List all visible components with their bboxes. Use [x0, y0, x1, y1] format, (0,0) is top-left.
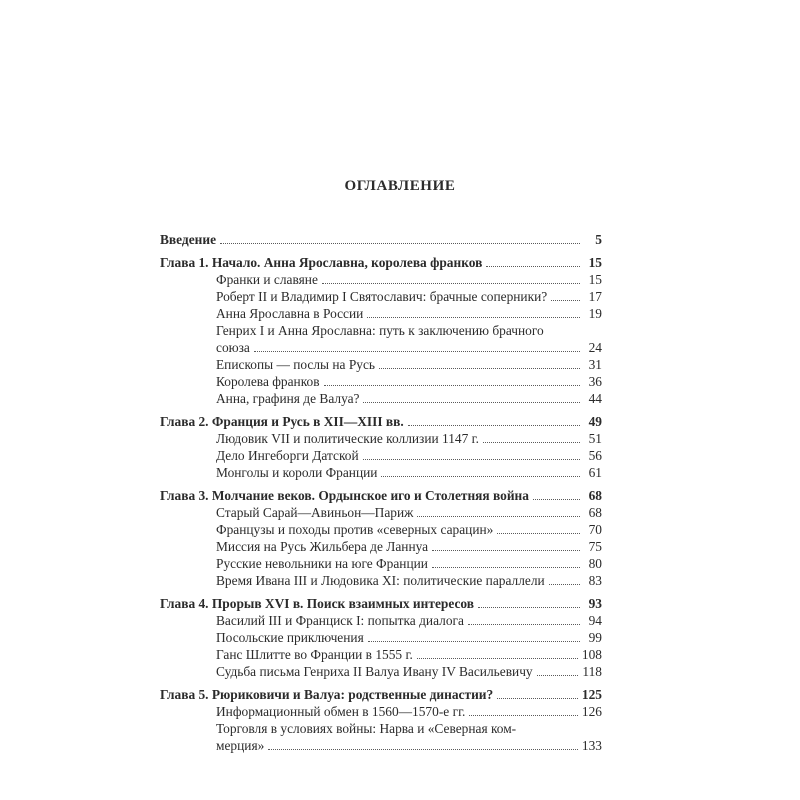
toc-entry-text: Миссия на Русь Жильбера де Ланнуа — [216, 539, 429, 554]
toc-section-entry — [160, 464, 602, 481]
dot-leader — [483, 442, 580, 443]
toc-entry-text: Франки и славяне — [216, 272, 318, 287]
dot-leader — [533, 499, 580, 500]
toc-entry-text: Глава 4. Прорыв XVI в. Поиск взаимных интересов — [160, 596, 474, 611]
toc-page-number: 44 — [588, 391, 602, 406]
toc-entry-text: Глава 5. Рюриковичи и Валуа: родственные династии? — [160, 687, 494, 702]
toc-entry-text: Анна Ярославна в России — [216, 306, 364, 321]
dot-leader — [417, 658, 578, 659]
toc-page-number: 125 — [581, 687, 602, 702]
toc-section-entry — [160, 646, 602, 663]
toc-entry-text: союза — [216, 340, 250, 355]
dot-leader — [497, 698, 578, 699]
dot-leader — [486, 266, 580, 267]
toc-page-number: 75 — [588, 539, 602, 554]
toc-page-number: 133 — [581, 738, 602, 753]
toc-section-entry — [160, 555, 602, 572]
toc-entry-text: Ганс Шлитте во Франции в 1555 г. — [216, 647, 413, 662]
toc-page-number: 24 — [588, 340, 602, 355]
toc-page-number: 99 — [588, 630, 602, 645]
toc-entry-text: Анна, графиня де Валуа? — [216, 391, 360, 406]
dot-leader — [363, 402, 580, 403]
toc-entry-text: Глава 3. Молчание веков. Ордынское иго и Столетняя война — [160, 488, 529, 503]
dot-leader — [549, 584, 580, 585]
toc-page-number: 118 — [582, 664, 602, 679]
toc-page-number: 83 — [588, 573, 602, 588]
toc-page-number: 61 — [588, 465, 602, 480]
toc-page-number: 68 — [588, 505, 602, 520]
dot-leader — [322, 283, 580, 284]
toc-section-entry — [160, 629, 602, 646]
toc-section-entry — [160, 538, 602, 555]
toc-section-entry — [160, 521, 602, 538]
dot-leader — [478, 607, 580, 608]
toc-entry-text: Старый Сарай—Авиньон—Париж — [216, 505, 414, 520]
toc-chapter-entry — [160, 254, 602, 271]
toc-entry-text: Информационный обмен в 1560—1570-е гг. — [216, 704, 466, 719]
toc-page-number: 51 — [588, 431, 602, 446]
toc-entry-text: Василий III и Франциск I: попытка диалога — [216, 613, 464, 628]
toc-entry-text: Время Ивана III и Людовика XI: политические параллели — [216, 573, 545, 588]
toc-page-number: 94 — [588, 613, 602, 628]
toc-page-number: 17 — [588, 289, 602, 304]
toc-section-entry — [160, 356, 602, 373]
toc-page-number: 5 — [595, 232, 602, 247]
toc-page-number: 68 — [588, 488, 602, 503]
toc-page-number: 31 — [588, 357, 602, 372]
dot-leader — [432, 567, 580, 568]
toc-entry-text: Роберт II и Владимир I Святославич: брачные соперники? — [216, 289, 548, 304]
toc-section-entry — [160, 305, 602, 322]
toc-section-entry — [160, 271, 602, 288]
toc-chapter-entry — [160, 595, 602, 612]
dot-leader — [551, 300, 580, 301]
toc-page-number: 56 — [588, 448, 602, 463]
dot-leader — [537, 675, 579, 676]
dot-leader — [363, 459, 580, 460]
toc-section-entry — [160, 322, 602, 356]
toc-entry-text: мерция» — [216, 738, 265, 753]
dot-leader — [254, 351, 580, 352]
toc-section-entry — [160, 430, 602, 447]
toc-entry-text: Судьба письма Генриха II Валуа Ивану IV Васильевичу — [216, 664, 533, 679]
toc-intro-entry — [160, 231, 602, 248]
dot-leader — [469, 715, 578, 716]
toc-entry-text: Посольские приключения — [216, 630, 364, 645]
toc-chapter-entry — [160, 413, 602, 430]
dot-leader — [417, 516, 580, 517]
toc-section-entry — [160, 288, 602, 305]
toc-section-entry — [160, 703, 602, 720]
dot-leader — [324, 385, 580, 386]
toc-page-number: 36 — [588, 374, 602, 389]
toc-page-number: 15 — [588, 255, 602, 270]
toc-section-entry — [160, 720, 602, 754]
dot-leader — [497, 533, 580, 534]
dot-leader — [220, 243, 580, 244]
toc-entry-text: Королева франков — [216, 374, 320, 389]
toc-section-entry — [160, 612, 602, 629]
dot-leader — [468, 624, 580, 625]
table-of-contents — [160, 231, 602, 754]
toc-entry-text: Французы и походы против «северных сарацин» — [216, 522, 494, 537]
toc-section-entry — [160, 373, 602, 390]
dot-leader — [367, 317, 580, 318]
toc-entry-text: Людовик VII и политические коллизии 1147 г. — [216, 431, 479, 446]
toc-entry-text-line1: Торговля в условиях войны: Нарва и «Северная ком- — [216, 721, 517, 736]
toc-page-number: 80 — [588, 556, 602, 571]
dot-leader — [268, 749, 578, 750]
dot-leader — [432, 550, 580, 551]
toc-section-entry — [160, 504, 602, 521]
toc-entry-text-line1: Генрих I и Анна Ярославна: путь к заключению брачного — [216, 323, 544, 338]
toc-chapter-entry — [160, 686, 602, 703]
toc-entry-text: Глава 1. Начало. Анна Ярославна, королева франков — [160, 255, 483, 270]
toc-page-number: 15 — [588, 272, 602, 287]
toc-entry-text: Епископы — послы на Русь — [216, 357, 376, 372]
toc-section-entry — [160, 663, 602, 680]
toc-section-entry — [160, 390, 602, 407]
toc-entry-text: Дело Ингеборги Датской — [216, 448, 359, 463]
dot-leader — [368, 641, 580, 642]
toc-section-entry — [160, 447, 602, 464]
dot-leader — [379, 368, 580, 369]
toc-page-number: 19 — [588, 306, 602, 321]
dot-leader — [381, 476, 580, 477]
toc-page-number: 49 — [588, 414, 602, 429]
toc-section-entry — [160, 572, 602, 589]
dot-leader — [408, 425, 580, 426]
toc-page-number: 108 — [581, 647, 602, 662]
toc-page-number: 93 — [588, 596, 602, 611]
toc-page-number: 70 — [588, 522, 602, 537]
toc-entry-text: Русские невольники на юге Франции — [216, 556, 428, 571]
toc-chapter-entry — [160, 487, 602, 504]
toc-page-number: 126 — [581, 704, 602, 719]
toc-entry-text: Введение — [160, 232, 217, 247]
page-title: ОГЛАВЛЕНИЕ — [344, 178, 456, 194]
toc-entry-text: Глава 2. Франция и Русь в XII—XIII вв. — [160, 414, 404, 429]
toc-entry-text: Монголы и короли Франции — [216, 465, 378, 480]
